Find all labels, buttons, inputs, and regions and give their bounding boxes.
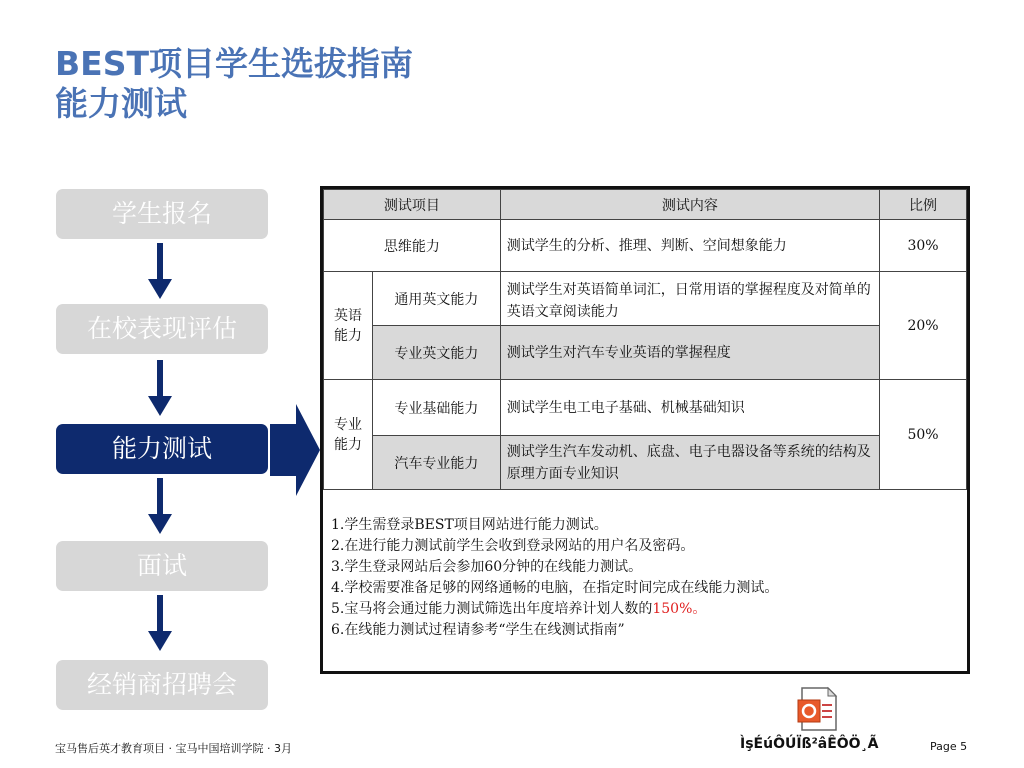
down-arrow-icon <box>148 478 172 538</box>
embedded-document-icon[interactable] <box>796 686 842 732</box>
page-number: Page 5 <box>930 740 968 753</box>
cell-major-ratio: 50% <box>880 380 967 490</box>
cell-professional-english-item: 专业英文能力 <box>372 326 500 380</box>
note-item: 2.在进行能力测试前学生会收到登录网站的用户名及密码。 <box>331 538 695 554</box>
note-item: 3.学生登录网站后会参加60分钟的在线能力测试。 <box>331 559 643 575</box>
cell-thinking-item: 思维能力 <box>324 220 501 272</box>
down-arrow-icon <box>148 595 172 655</box>
cell-general-english-content: 测试学生对英语简单词汇，日常用语的掌握程度及对简单的英语文章阅读能力 <box>500 272 879 326</box>
note-text: 5.宝马将会通过能力测试筛选出年度培养计划人数的 <box>331 601 653 617</box>
down-arrow-icon <box>148 360 172 420</box>
cell-professional-english-content: 测试学生对汽车专业英语的掌握程度 <box>500 326 879 380</box>
cell-english-group: 英语能力 <box>324 272 373 380</box>
page-subtitle: 能力测试 <box>55 84 187 123</box>
step-dealer-job-fair: 经销商招聘会 <box>56 660 268 710</box>
ability-test-table <box>320 186 970 674</box>
cell-thinking-ratio: 30% <box>880 220 967 272</box>
step-school-assessment: 在校表现评估 <box>56 304 268 354</box>
test-table-grid <box>323 189 967 490</box>
cell-major-group: 专业能力 <box>324 380 373 490</box>
cell-auto-item: 汽车专业能力 <box>372 436 500 490</box>
cell-english-ratio: 20% <box>880 272 967 380</box>
note-item <box>331 599 961 620</box>
footer-text: 宝马售后英才教育项目 · 宝马中国培训学院 · 3月 <box>55 742 292 755</box>
page-title: BEST项目学生选拔指南 <box>55 44 413 83</box>
header-test-item: 测试项目 <box>324 190 501 220</box>
notes-list <box>331 515 961 641</box>
header-test-content: 测试内容 <box>500 190 879 220</box>
cell-major-basic-content: 测试学生电工电子基础、机械基础知识 <box>500 380 879 436</box>
step-ability-test: 能力测试 <box>56 424 268 474</box>
note-item: 4.学校需要准备足够的网络通畅的电脑，在指定时间完成在线能力测试。 <box>331 580 779 596</box>
step-interview: 面试 <box>56 541 268 591</box>
note-item: 1.学生需登录BEST项目网站进行能力测试。 <box>331 517 608 533</box>
note-highlight: 150%。 <box>652 601 707 617</box>
right-arrow-icon <box>270 404 320 496</box>
cell-auto-content: 测试学生汽车发动机、底盘、电子电器设备等系统的结构及原理方面专业知识 <box>500 436 879 490</box>
embedded-object-label: ÌşÉúÔÚÏß²âÊÔÖ¸Ã <box>740 736 879 752</box>
header-ratio: 比例 <box>880 190 967 220</box>
cell-major-basic-item: 专业基础能力 <box>372 380 500 436</box>
cell-general-english-item: 通用英文能力 <box>372 272 500 326</box>
step-registration: 学生报名 <box>56 189 268 239</box>
note-item: 6.在线能力测试过程请参考“学生在线测试指南” <box>331 622 625 638</box>
down-arrow-icon <box>148 243 172 303</box>
cell-thinking-content: 测试学生的分析、推理、判断、空间想象能力 <box>500 220 879 272</box>
